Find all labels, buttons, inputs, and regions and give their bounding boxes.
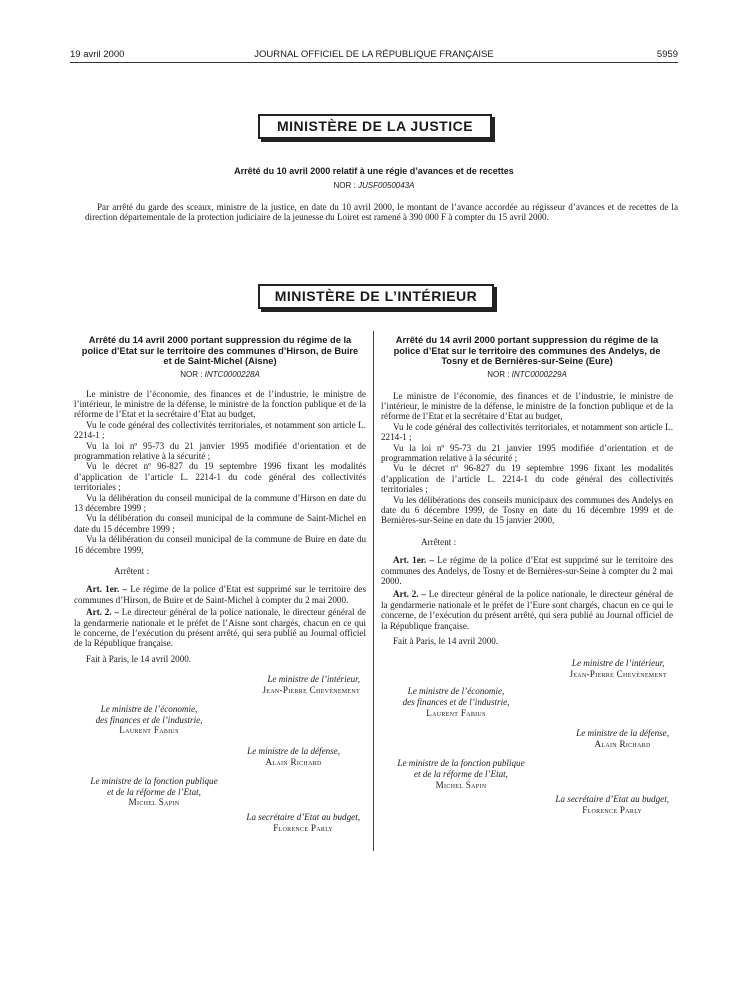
ministry-interieur-box: MINISTÈRE DE L’INTÉRIEUR (258, 284, 494, 309)
visa-paragraph: Vu la délibération du conseil municipal de la commune de Saint-Michel en date du 15 décembre 1999 ; (74, 513, 366, 534)
signature-budget-title: La secrétaire d’Etat au budget, (555, 794, 669, 805)
header-date: 19 avril 2000 (70, 49, 125, 60)
nor-label: NOR : (487, 369, 510, 379)
header-rule (70, 62, 678, 63)
signature-fonction-title: Le ministre de la fonction publique (397, 758, 525, 769)
decree-left-visas (74, 389, 366, 556)
fait-a-paris: Fait à Paris, le 14 avril 2000. (86, 653, 192, 664)
signature-fonction-title: Le ministre de la fonction publique (90, 775, 218, 786)
signature-fonction-title-2: et de la réforme de l’Etat, (414, 768, 508, 779)
signature-economie-name: Laurent Fabius (426, 707, 486, 718)
article-1 (381, 555, 673, 586)
nor-code: INTC0000228A (204, 369, 260, 379)
visa-paragraph: Vu la délibération du conseil municipal de la commune d’Hirson en date du 13 décembre 1999 ; (74, 492, 366, 513)
signature-defense-title: Le ministre de la défense, (247, 746, 340, 757)
nor-label: NOR : (333, 181, 356, 190)
header-journal: JOURNAL OFFICIEL DE LA RÉPUBLIQUE FRANÇAISE (254, 49, 494, 60)
article-2 (74, 607, 366, 649)
signature-interieur-title: Le ministre de l’intérieur, (267, 674, 360, 685)
ministry-justice-box: MINISTÈRE DE LA JUSTICE (258, 114, 492, 139)
article-2-label: Art. 2. – (86, 607, 119, 618)
article-2-label: Art. 2. – (393, 589, 426, 600)
nor-code: INTC0000229A (511, 369, 567, 379)
decree-right-nor (381, 370, 673, 379)
decree-right-visas (381, 391, 673, 526)
visa-paragraph: Vu le décret nº 96-827 du 19 septembre 1996 fixant les modalités d’application de l’article L. 2214-1 du code général des collectivités territoriales ; (381, 463, 673, 495)
signature-fonction-title-2: et de la réforme de l’Etat, (107, 786, 201, 797)
signature-interieur-name: Jean-Pierre Chevènement (569, 669, 667, 680)
signature-economie-title-2: des finances et de l’industrie, (95, 714, 203, 725)
decree-left-nor (74, 370, 366, 379)
visa-paragraph: Vu le code général des collectivités territoriales, et notamment son article L. 2214-1 ; (74, 419, 366, 441)
nor-label: NOR : (180, 369, 203, 379)
signature-economie-title: Le ministre de l’économie, (407, 686, 505, 697)
arretent-label: Arrêtent : (114, 566, 150, 576)
signature-economie-title: Le ministre de l’économie, (100, 703, 198, 714)
visa-paragraph: Vu les délibérations des conseils municipaux des communes des Andelys en date du 6 décembre 1999, de Tosny en date du 16 décembre 1999 et de Bernières-sur-Seine en date du 15 janvier 2000, (381, 494, 673, 526)
signatures-left (74, 674, 366, 834)
signature-defense-name: Alain Richard (594, 739, 651, 750)
visa-paragraph: Vu la loi nº 95-73 du 21 janvier 1995 modifiée d’orientation et de programmation relative à la sécurité ; (74, 440, 366, 461)
signature-budget-name: Florence Parly (582, 805, 643, 816)
visa-paragraph: Le ministre de l’économie, des finances et de l’industrie, le ministre de l’intérieur, le ministre de la défense, le ministre de la fonction publique et de la réforme de l’Etat et la secrétaire d’Etat au budget, (381, 390, 673, 422)
signature-defense-title: Le ministre de la défense, (576, 728, 669, 739)
signature-defense-name: Alain Richard (265, 757, 322, 768)
signature-economie-name: Laurent Fabius (119, 725, 179, 736)
decree-left-title: Arrêté du 14 avril 2000 portant suppression du régime de la police d’Etat sur le territoire des communes d’Hirson, de Buire et de Saint-Michel (Aisne) (81, 335, 359, 366)
header-page-number: 5959 (656, 49, 678, 60)
visa-paragraph: Vu la loi nº 95-73 du 21 janvier 1995 modifiée d’orientation et de programmation relative à la sécurité ; (381, 442, 673, 463)
article-1 (74, 584, 366, 605)
article-1-label: Art. 1er. – (86, 584, 128, 595)
signatures-right (381, 658, 673, 816)
decree-right-column (381, 335, 673, 816)
justice-title: Arrêté du 10 avril 2000 relatif à une régie d’avances et de recettes (234, 166, 514, 176)
decree-left-column (74, 335, 366, 834)
signature-interieur-name: Jean-Pierre Chevènement (262, 685, 360, 696)
article-2-text: Le directeur général de la police nationale, le directeur général de la gendarmerie nationale et le préfet de l’Eure sont chargés, chacun en ce qui le concerne, de l’exécution du présent arrêté, qui sera publié au Journal officiel de la République française. (381, 589, 673, 631)
signature-economie-title-2: des finances et de l’industrie, (402, 696, 510, 707)
signature-fonction-name: Michel Sapin (435, 779, 487, 790)
justice-body: Par arrêté du garde des sceaux, ministre de la justice, en date du 10 avril 2000, le montant de l’avance accordée au régisseur d’avances et de recettes de la direction départementale de la protection judiciaire de la jeunesse du Loiret est ramené à 390 000 F à compter du 15 avril 2000. (85, 202, 678, 223)
article-1-text: Le régime de la police d’Etat est supprimé sur le territoire des communes des Andelys, de Tosny et de Bernières-sur-Seine à compter du 2 mai 2000. (381, 555, 673, 586)
signature-interieur-title: Le ministre de l’intérieur, (571, 658, 665, 669)
visa-paragraph: Vu la délibération du conseil municipal de la commune de Buire en date du 16 décembre 1999, (74, 534, 366, 555)
article-1-label: Art. 1er. – (393, 555, 435, 566)
nor-code: JUSF0050043A (357, 181, 415, 190)
article-1-text: Le régime de la police d’Etat est supprimé sur le territoire des communes d’Hirson, de Buire et de Saint-Michel à compter du 2 mai 2000. (74, 584, 366, 605)
arretent-label: Arrêtent : (421, 536, 457, 547)
signature-budget-name: Florence Parly (273, 823, 334, 834)
column-divider (373, 331, 374, 851)
signature-fonction-name: Michel Sapin (128, 797, 180, 808)
justice-nor (70, 181, 678, 190)
visa-paragraph: Vu le décret nº 96-827 du 19 septembre 1996 fixant les modalités d’application de l’article L. 2214-1 du code général des collectivités territoriales ; (74, 461, 366, 493)
decree-right-title: Arrêté du 14 avril 2000 portant suppression du régime de la police d’Etat sur le territoire des communes des Andelys, de Tosny et de Bernières-sur-Seine (Eure) (393, 335, 661, 366)
signature-budget-title: La secrétaire d’Etat au budget, (246, 812, 360, 823)
visa-paragraph: Vu le code général des collectivités territoriales, et notamment son article L. 2214-1 ; (381, 421, 673, 443)
fait-a-paris: Fait à Paris, le 14 avril 2000. (393, 636, 499, 647)
article-2 (381, 589, 673, 631)
article-2-text: Le directeur général de la police nationale, le directeur général de la gendarmerie nationale et le préfet de l’Aisne sont chargés, chacun en ce qui le concerne, de l’exécution du présent arrêté, qui sera publié au Journal officiel de la République française. (74, 607, 366, 649)
visa-paragraph: Le ministre de l’économie, des finances et de l’industrie, le ministre de l’intérieur, le ministre de la défense, le ministre de la fonction publique et de la réforme de l’Etat et la secrétaire d’Etat au budget, (74, 388, 366, 420)
